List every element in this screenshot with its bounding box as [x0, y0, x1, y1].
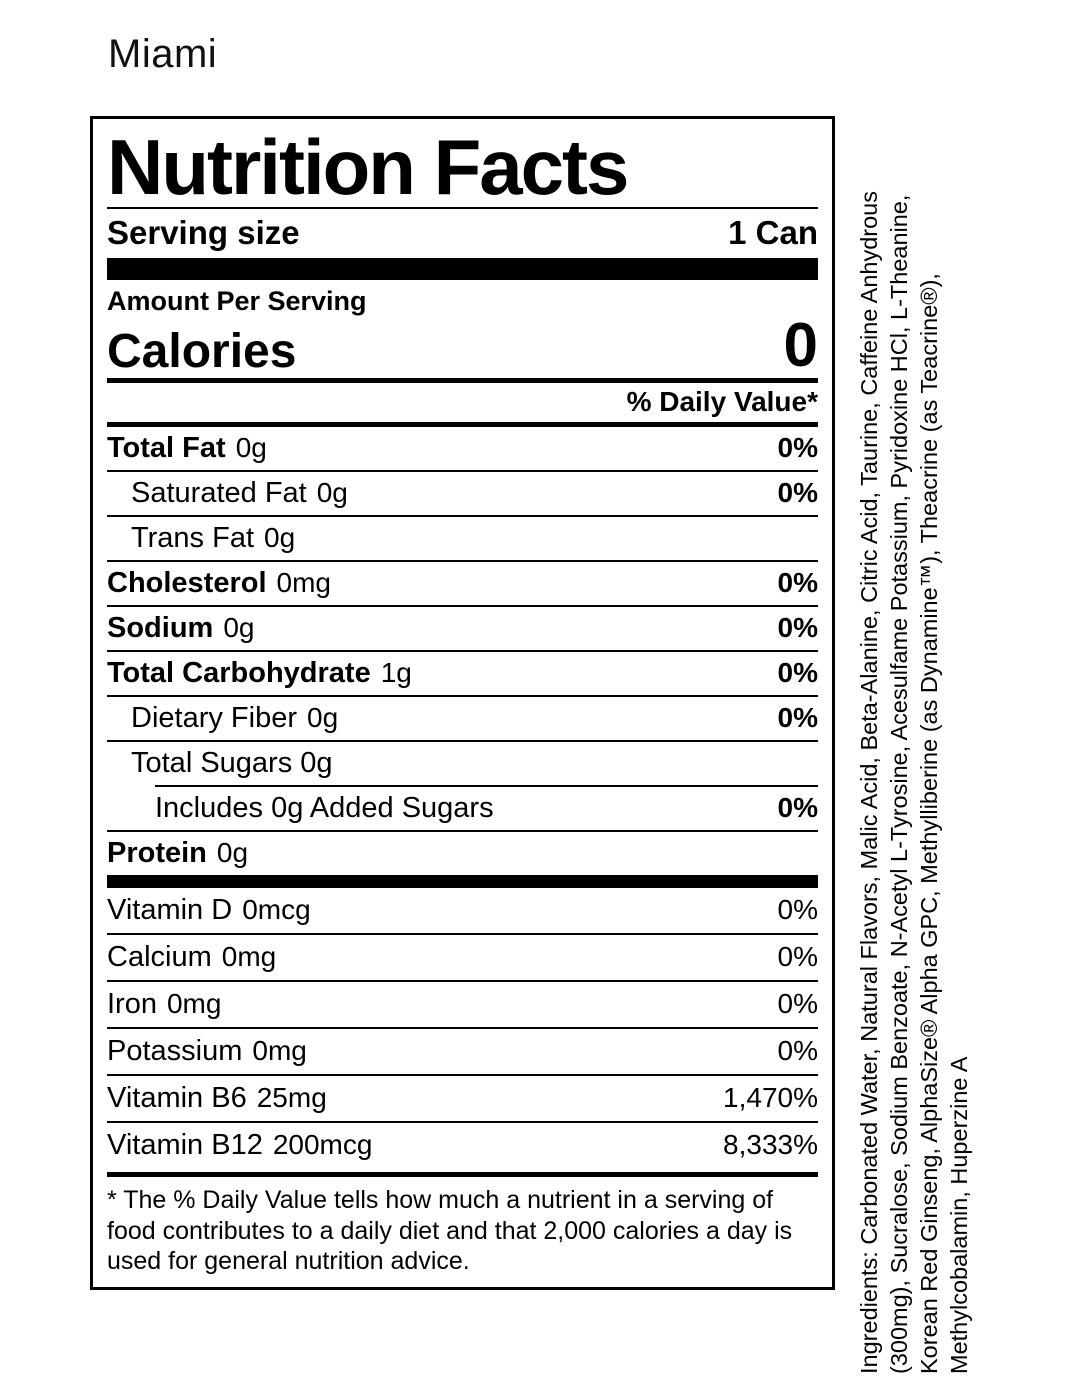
- nutrient-pct: 0%: [777, 1035, 818, 1067]
- table-row: [107, 742, 818, 785]
- table-row: [107, 652, 818, 695]
- nutrient-list: [107, 427, 818, 875]
- divider-serving: [107, 258, 818, 280]
- vitamin-list: [107, 888, 818, 1168]
- nutrient-amount: 0mg: [166, 988, 222, 1020]
- nutrient-amount: 0mg: [221, 941, 277, 973]
- nutrient-name: Dietary Fiber: [131, 702, 297, 735]
- nutrient-name: Saturated Fat: [131, 477, 307, 510]
- nutrient-name: Sodium: [107, 612, 214, 645]
- serving-size-row: [107, 209, 818, 258]
- nutrient-amount: 200mcg: [272, 1129, 373, 1161]
- calories-row: [107, 311, 818, 381]
- nutrient-pct: 0%: [777, 792, 818, 824]
- table-row: [107, 697, 818, 740]
- nutrient-name: Total Sugars 0g: [131, 747, 333, 780]
- table-row: [107, 562, 818, 605]
- nutrient-amount: 0g: [264, 522, 296, 554]
- table-row: [107, 787, 818, 830]
- nutrient-amount: 0g: [223, 612, 255, 644]
- table-row: [107, 982, 818, 1027]
- nutrient-amount: 0mg: [276, 567, 331, 599]
- table-row: [107, 1076, 818, 1121]
- table-row: [107, 1123, 818, 1168]
- ingredients-block: [846, 112, 1036, 1382]
- calories-label: Calories: [107, 325, 297, 379]
- table-row: [107, 607, 818, 650]
- nutrient-pct: 0%: [777, 567, 818, 599]
- nutrient-amount: 0mcg: [242, 894, 311, 926]
- nutrition-facts-title: Nutrition Facts: [107, 123, 628, 211]
- table-row: [107, 832, 818, 875]
- page-title: Miami: [108, 32, 218, 76]
- nutrient-name: Calcium: [107, 941, 212, 974]
- nutrient-pct: 0%: [777, 612, 818, 644]
- nutrient-amount: 0g: [235, 432, 267, 464]
- nutrient-pct: 0%: [777, 477, 818, 509]
- nutrient-name: Cholesterol: [107, 567, 267, 600]
- nutrient-pct: 0%: [777, 894, 818, 926]
- divider-protein: [107, 875, 818, 888]
- nutrient-amount: 0g: [316, 477, 348, 509]
- ingredients-text: Ingredients: Carbonated Water, Natural Flavors, Malic Acid, Beta-Alanine, Citric Acid, Taurine, Caffeine Anhydrous (300mg), Sucralose, Sodium Benzoate, N-Acetyl L-Tyrosine, Acesulfame Potassium, Pyridoxine HCl, L-Theanine, Korean Red Ginseng, AlphaSize® Alpha GPC, Methylliberine (as Dynamine™), Theacrine (as Teacrine®), Methylcobalamin, Huperzine A: [856, 191, 973, 1374]
- nutrition-facts-panel: [90, 116, 835, 1290]
- nutrient-amount: 25mg: [256, 1082, 327, 1114]
- table-row: [107, 472, 818, 515]
- nutrient-name: Total Fat: [107, 432, 226, 465]
- table-row: [107, 427, 818, 470]
- nutrient-pct: 0%: [777, 432, 818, 464]
- nutrient-pct: 8,333%: [723, 1129, 818, 1161]
- table-row: [107, 935, 818, 980]
- nutrient-name: Includes 0g Added Sugars: [155, 792, 494, 825]
- calories-value: 0: [783, 311, 818, 381]
- nutrient-name: Vitamin D: [107, 894, 233, 927]
- nutrient-name: Iron: [107, 988, 157, 1021]
- nutrient-name: Protein: [107, 837, 207, 870]
- nutrient-pct: 1,470%: [723, 1082, 818, 1114]
- serving-size-label: Serving size: [107, 214, 300, 252]
- nutrient-name: Vitamin B12: [107, 1129, 263, 1162]
- table-row: [107, 888, 818, 933]
- nutrient-name: Total Carbohydrate: [107, 657, 371, 690]
- nutrient-pct: 0%: [777, 941, 818, 973]
- nutrient-amount: 1g: [380, 657, 412, 689]
- nutrient-name: Vitamin B6: [107, 1082, 247, 1115]
- nutrient-pct: 0%: [777, 988, 818, 1020]
- table-row: [107, 517, 818, 560]
- daily-value-footnote: * The % Daily Value tells how much a nutrient in a serving of food contributes to a daily diet and that 2,000 calories a day is used for general nutrition advice.: [107, 1186, 793, 1276]
- amount-per-serving-label: Amount Per Serving: [107, 286, 367, 317]
- nutrient-amount: 0g: [307, 702, 339, 734]
- nutrient-pct: 0%: [777, 657, 818, 689]
- table-row: [107, 1029, 818, 1074]
- daily-value-header: % Daily Value*: [626, 386, 818, 418]
- nutrient-name: Trans Fat: [131, 522, 255, 555]
- nutrient-amount: 0mg: [252, 1035, 307, 1067]
- nutrient-pct: 0%: [777, 702, 818, 734]
- nutrient-name: Potassium: [107, 1035, 243, 1068]
- serving-size-value: 1 Can: [728, 214, 818, 252]
- nutrient-amount: 0g: [216, 837, 249, 869]
